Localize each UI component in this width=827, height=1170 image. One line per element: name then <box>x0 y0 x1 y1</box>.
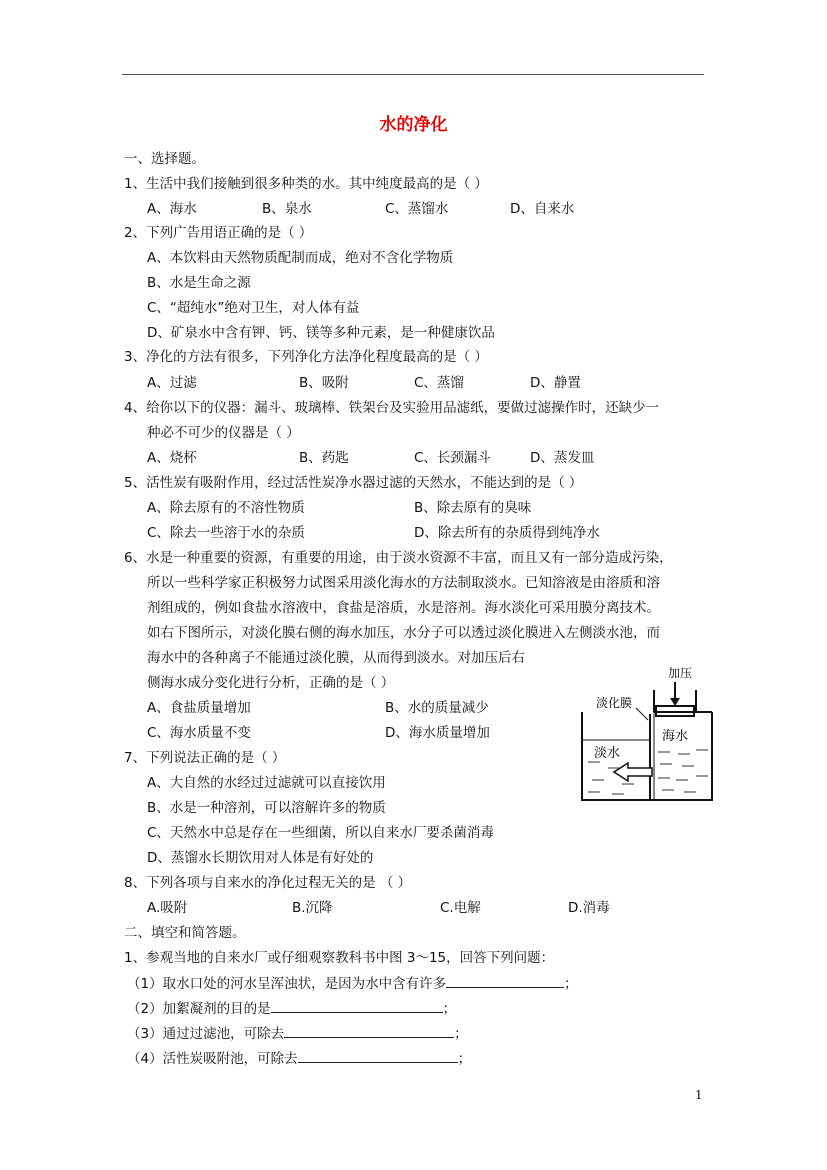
answer-blank[interactable] <box>446 973 564 988</box>
option: D.消毒 <box>568 900 610 916</box>
section-heading: 二、填空和简答题。 <box>124 925 246 941</box>
option: B、除去原有的臭味 <box>414 500 532 516</box>
answer-blank[interactable] <box>298 1048 458 1063</box>
option: A、本饮料由天然物质配制而成，绝对不含化学物质 <box>147 250 454 266</box>
option: A、食盐质量增加 <box>147 700 251 716</box>
fresh-water-label: 淡水 <box>594 746 621 761</box>
answer-blank[interactable] <box>284 1023 454 1038</box>
option: C.电解 <box>440 900 481 916</box>
section-heading: 一、选择题。 <box>124 151 205 167</box>
question-stem: 4、给你以下的仪器：漏斗、玻璃棒、铁架台及实验用品滤纸，要做过滤操作时，还缺少一 <box>124 400 660 416</box>
fill-item <box>127 1023 468 1044</box>
header-rule <box>122 74 704 75</box>
fill-item <box>127 998 456 1019</box>
question-stem: 侧海水成分变化进行分析，正确的是（ ） <box>147 675 395 691</box>
pressure-arrowhead <box>670 698 680 706</box>
fill-item-text: （1）取水口处的河水呈浑浊状，是因为水中含有许多 <box>127 976 447 992</box>
question-stem: 5、活性炭有吸附作用，经过活性炭净水器过滤的天然水，不能达到的是（ ） <box>124 475 583 491</box>
question-stem: 1、生活中我们接触到很多种类的水。其中纯度最高的是（ ） <box>124 176 488 192</box>
option: A、过滤 <box>147 375 197 391</box>
option: B、药匙 <box>299 450 349 466</box>
option: D、矿泉水中含有钾、钙、镁等多种元素，是一种健康饮品 <box>147 325 495 341</box>
option: C、长颈漏斗 <box>414 450 491 466</box>
option: C、“超纯水”绝对卫生，对人体有益 <box>147 300 360 316</box>
option: C、海水质量不变 <box>147 725 251 741</box>
page-number: 1 <box>695 1088 703 1102</box>
fill-item <box>127 1048 471 1069</box>
question-stem: 剂组成的，例如食盐水溶液中，食盐是溶质，水是溶剂。海水淡化可采用膜分离技术。 <box>147 600 660 616</box>
option: D、自来水 <box>510 201 575 217</box>
option: A.吸附 <box>147 900 188 916</box>
option: A、海水 <box>147 201 197 217</box>
option: D、蒸发皿 <box>530 450 595 466</box>
option: D、静置 <box>530 375 581 391</box>
question-stem: 所以一些科学家正积极努力试图采用淡化海水的方法制取淡水。已知溶液是由溶质和溶 <box>147 575 660 591</box>
option: D、除去所有的杂质得到纯净水 <box>414 525 600 541</box>
question-stem: 2、下列广告用语正确的是（ ） <box>124 225 313 241</box>
option: B、水的质量减少 <box>385 700 489 716</box>
flow-arrow <box>614 763 652 781</box>
option: C、天然水中总是存在一些细菌，所以自来水厂要杀菌消毒 <box>147 825 494 841</box>
option: C、蒸馏水 <box>385 201 449 217</box>
option: C、蒸馏 <box>414 375 464 391</box>
question-stem: 海水中的各种离子不能通过淡化膜，从而得到淡水。对加压后右 <box>147 650 525 666</box>
question-stem: 7、下列说法正确的是（ ） <box>124 750 286 766</box>
option: D、蒸馏水长期饮用对人体是有好处的 <box>147 850 374 866</box>
fill-item-text: （3）通过过滤池，可除去 <box>127 1026 285 1042</box>
option: A、烧杯 <box>147 450 197 466</box>
question-stem: 8、下列各项与自来水的净化过程无关的是 （ ） <box>124 875 412 891</box>
end-mark: ； <box>454 1026 468 1042</box>
question-stem: 1、参观当地的自来水厂或仔细观察教科书中图 3～15，回答下列问题： <box>124 950 555 966</box>
fill-item-text: （4）活性炭吸附池，可除去 <box>127 1051 298 1067</box>
option: A、大自然的水经过过滤就可以直接饮用 <box>147 775 386 791</box>
question-stem: 6、水是一种重要的资源，有重要的用途，由于淡水资源不丰富，而且又有一部分造成污染， <box>124 550 673 566</box>
question-stem: 种必不可少的仪器是（ ） <box>147 425 300 441</box>
option: B、泉水 <box>262 201 312 217</box>
answer-blank[interactable] <box>271 998 443 1013</box>
option: C、除去一些溶于水的杂质 <box>147 525 305 541</box>
option: B、水是一种溶剂，可以溶解许多的物质 <box>147 800 386 816</box>
option: B、吸附 <box>299 375 349 391</box>
fill-item <box>127 973 578 994</box>
end-mark: ； <box>564 976 578 992</box>
end-mark: ； <box>442 1001 457 1017</box>
end-mark: ； <box>457 1051 472 1067</box>
pressure-label: 加压 <box>668 666 693 680</box>
question-stem: 3、净化的方法有很多，下列净化方法净化程度最高的是（ ） <box>124 349 488 365</box>
option: B.沉降 <box>292 900 333 916</box>
sea-water-label: 海水 <box>662 729 689 744</box>
option: B、水是生命之源 <box>147 275 251 291</box>
page-title: 水的净化 <box>379 115 448 135</box>
membrane-desalination-figure <box>578 662 718 804</box>
membrane-label: 淡化膜 <box>596 696 633 710</box>
option: A、除去原有的不溶性物质 <box>147 500 305 516</box>
option: D、海水质量增加 <box>385 725 490 741</box>
fill-item-text: （2）加絮凝剂的目的是 <box>127 1001 271 1017</box>
question-stem: 如右下图所示，对淡化膜右侧的海水加压，水分子可以透过淡化膜进入左侧淡水池，而 <box>147 625 660 641</box>
